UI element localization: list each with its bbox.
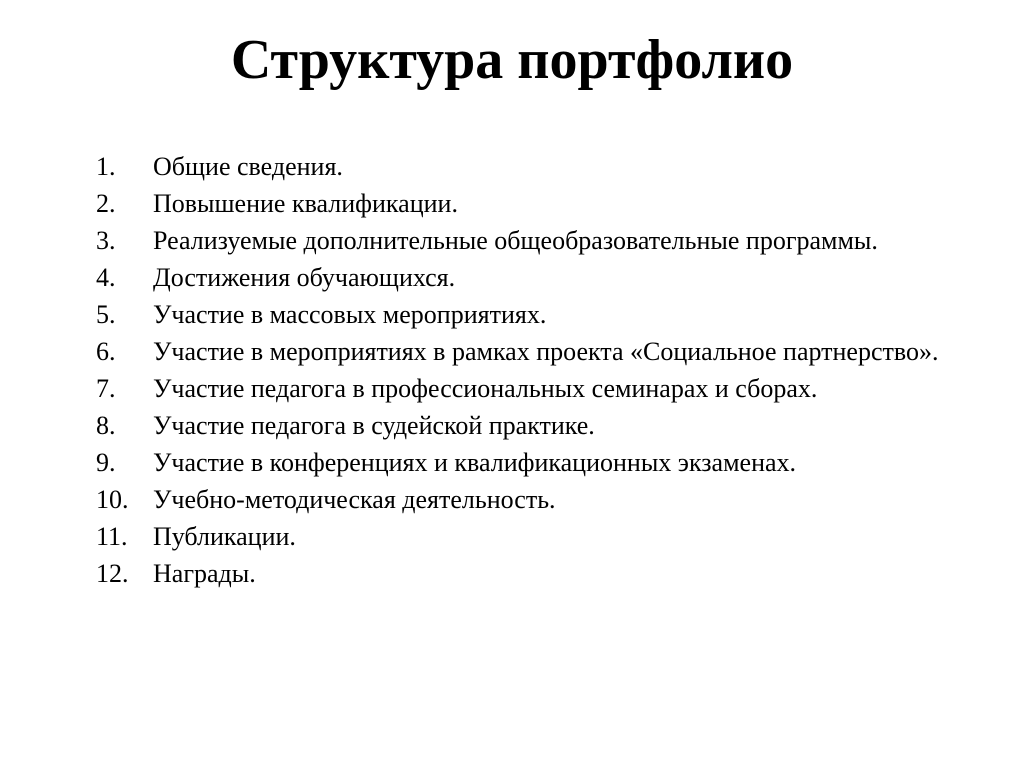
item-number: 9. <box>96 448 116 477</box>
list-item <box>96 337 976 367</box>
item-text: Учебно-методическая деятельность. <box>153 485 556 514</box>
item-text: Достижения обучающихся. <box>153 263 456 292</box>
list-item <box>96 189 976 219</box>
list-item <box>96 448 976 478</box>
slide-title: Структура портфолио <box>230 29 794 91</box>
item-text: Публикации. <box>153 522 296 551</box>
list-item <box>96 485 976 515</box>
item-number: 11. <box>96 522 128 551</box>
item-text: Участие педагога в судейской практике. <box>153 411 595 440</box>
list-item <box>96 152 976 182</box>
item-text: Реализуемые дополнительные общеобразовательные программы. <box>153 226 878 255</box>
list-item <box>96 374 976 404</box>
item-number: 2. <box>96 189 116 218</box>
portfolio-structure-list <box>96 152 976 596</box>
item-text: Участие в конференциях и квалификационных экзаменах. <box>153 448 797 477</box>
list-item <box>96 559 976 589</box>
item-number: 12. <box>96 559 129 588</box>
item-number: 7. <box>96 374 116 403</box>
item-text: Участие педагога в профессиональных семинарах и сборах. <box>153 374 818 403</box>
list-item <box>96 300 976 330</box>
list-item <box>96 411 976 441</box>
item-number: 4. <box>96 263 116 292</box>
item-number: 1. <box>96 152 116 181</box>
item-text: Повышение квалификации. <box>153 189 458 218</box>
list-item <box>96 522 976 552</box>
item-number: 3. <box>96 226 116 255</box>
list-item <box>96 263 976 293</box>
item-number: 5. <box>96 300 116 329</box>
item-text: Общие сведения. <box>153 152 343 181</box>
item-number: 6. <box>96 337 116 366</box>
item-number: 8. <box>96 411 116 440</box>
item-text: Участие в массовых мероприятиях. <box>153 300 547 329</box>
item-text: Участие в мероприятиях в рамках проекта «Социальное партнерство». <box>153 337 939 366</box>
list-item <box>96 226 976 256</box>
item-text: Награды. <box>153 559 256 588</box>
item-number: 10. <box>96 485 129 514</box>
